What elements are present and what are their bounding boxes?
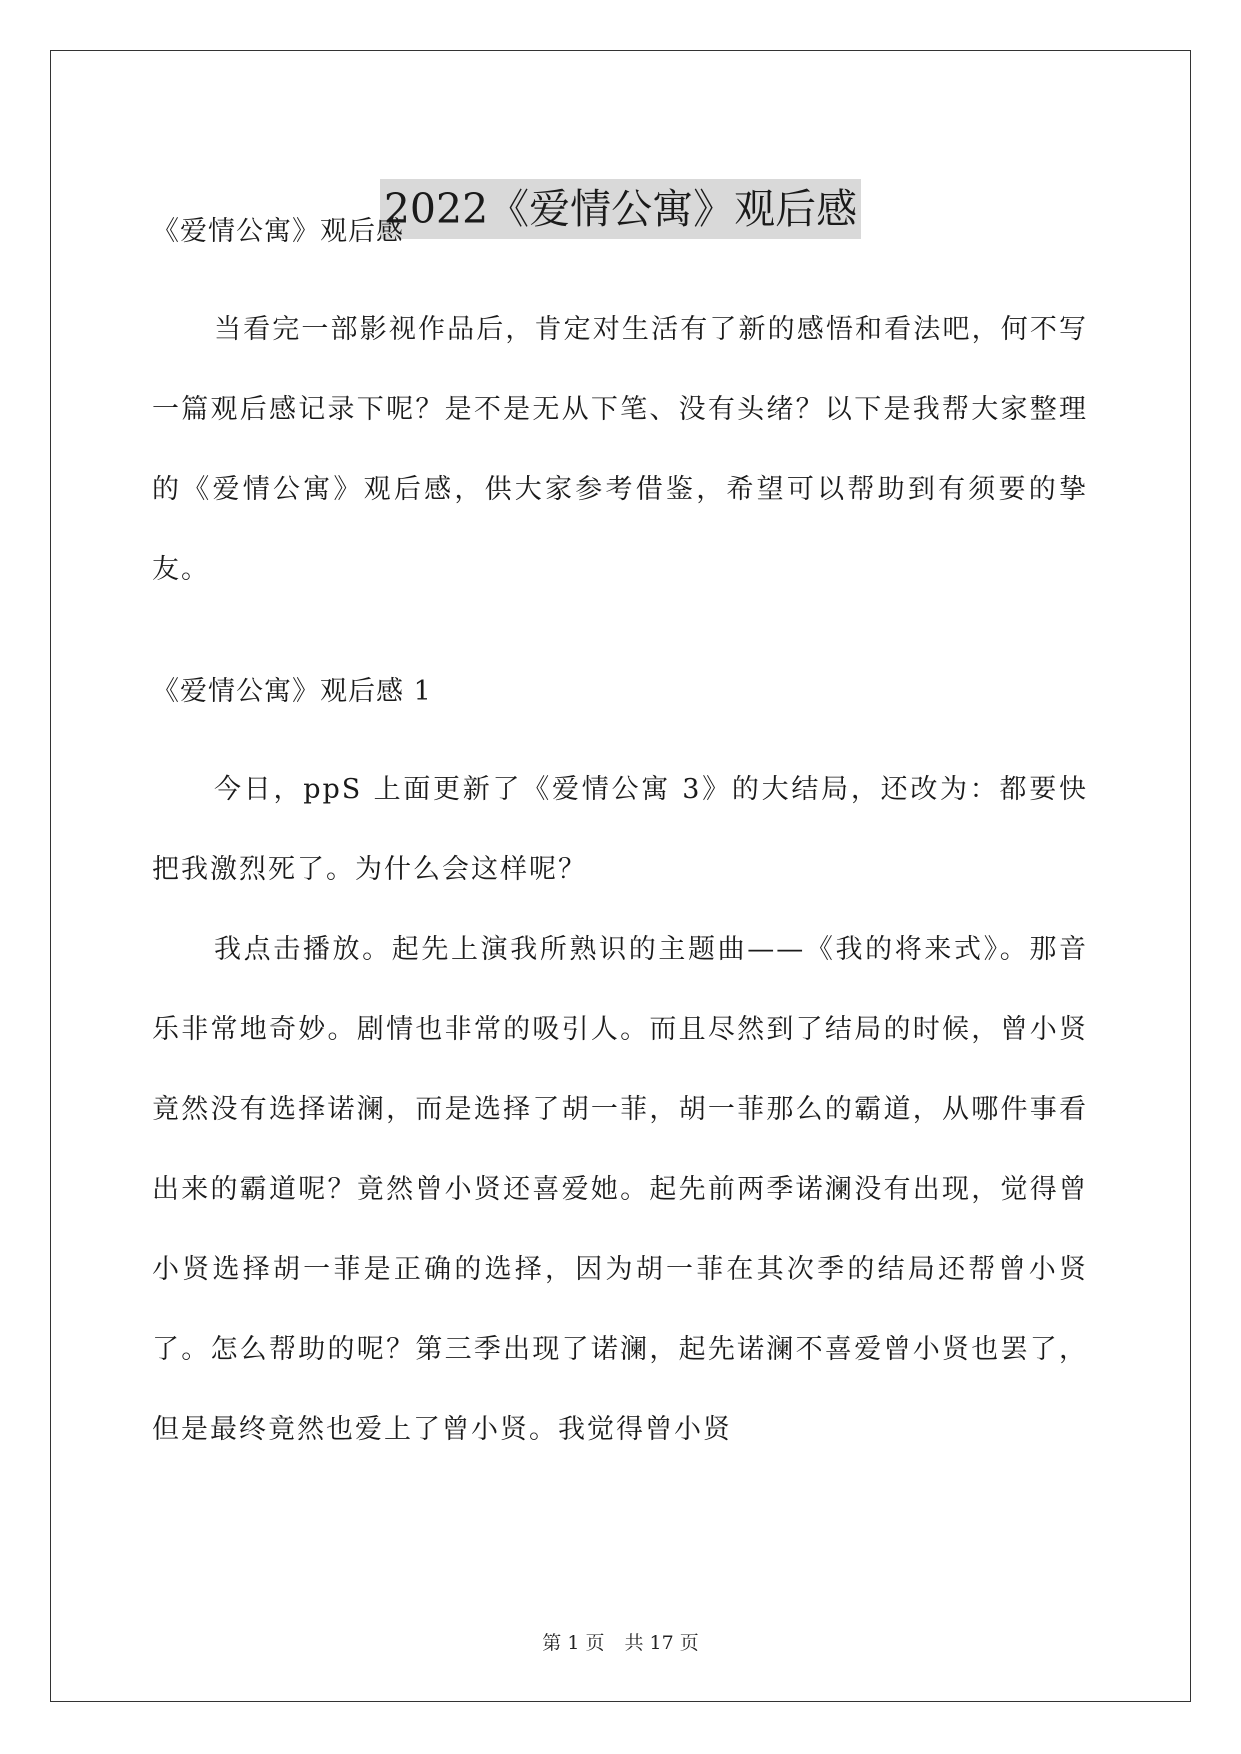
section-subtitle-intro: 《爱情公寓》观后感 bbox=[152, 216, 404, 247]
body-paragraph-1: 今日，ppS 上面更新了《爱情公寓 3》的大结局，还改为：都要快把我激烈死了。为什么会这样呢？ bbox=[152, 774, 1088, 885]
page-number: 第 1 页 bbox=[542, 1632, 605, 1654]
body-paragraph-2: 我点击播放。起先上演我所熟识的主题曲——《我的将来式》。那音乐非常地奇妙。剧情也非常的吸引人。而且尽然到了结局的时候，曾小贤竟然没有选择诺澜，而是选择了胡一菲，胡一菲那么的霸道，从哪件事看出来的霸道呢？竟然曾小贤还喜爱她。起先前两季诺澜没有出现，觉得曾小贤选择胡一菲是正确的选择，因为胡一菲在其次季的结局还帮曾小贤了。怎么帮助的呢？第三季出现了诺澜，起先诺澜不喜爱曾小贤也罢了，但是最终竟然也爱上了曾小贤。我觉得曾小贤 bbox=[152, 934, 1088, 1445]
intro-paragraph: 当看完一部影视作品后，肯定对生活有了新的感悟和看法吧，何不写一篇观后感记录下呢？是不是无从下笔、没有头绪？以下是我帮大家整理的《爱情公寓》观后感，供大家参考借鉴，希望可以帮助到有须要的挚友。 bbox=[152, 314, 1088, 585]
page-footer bbox=[0, 1628, 1241, 1655]
page-total: 共 17 页 bbox=[624, 1632, 699, 1654]
document-title: 2022《爱情公寓》观后感 bbox=[380, 179, 861, 239]
section-subtitle-1: 《爱情公寓》观后感 1 bbox=[152, 676, 432, 707]
